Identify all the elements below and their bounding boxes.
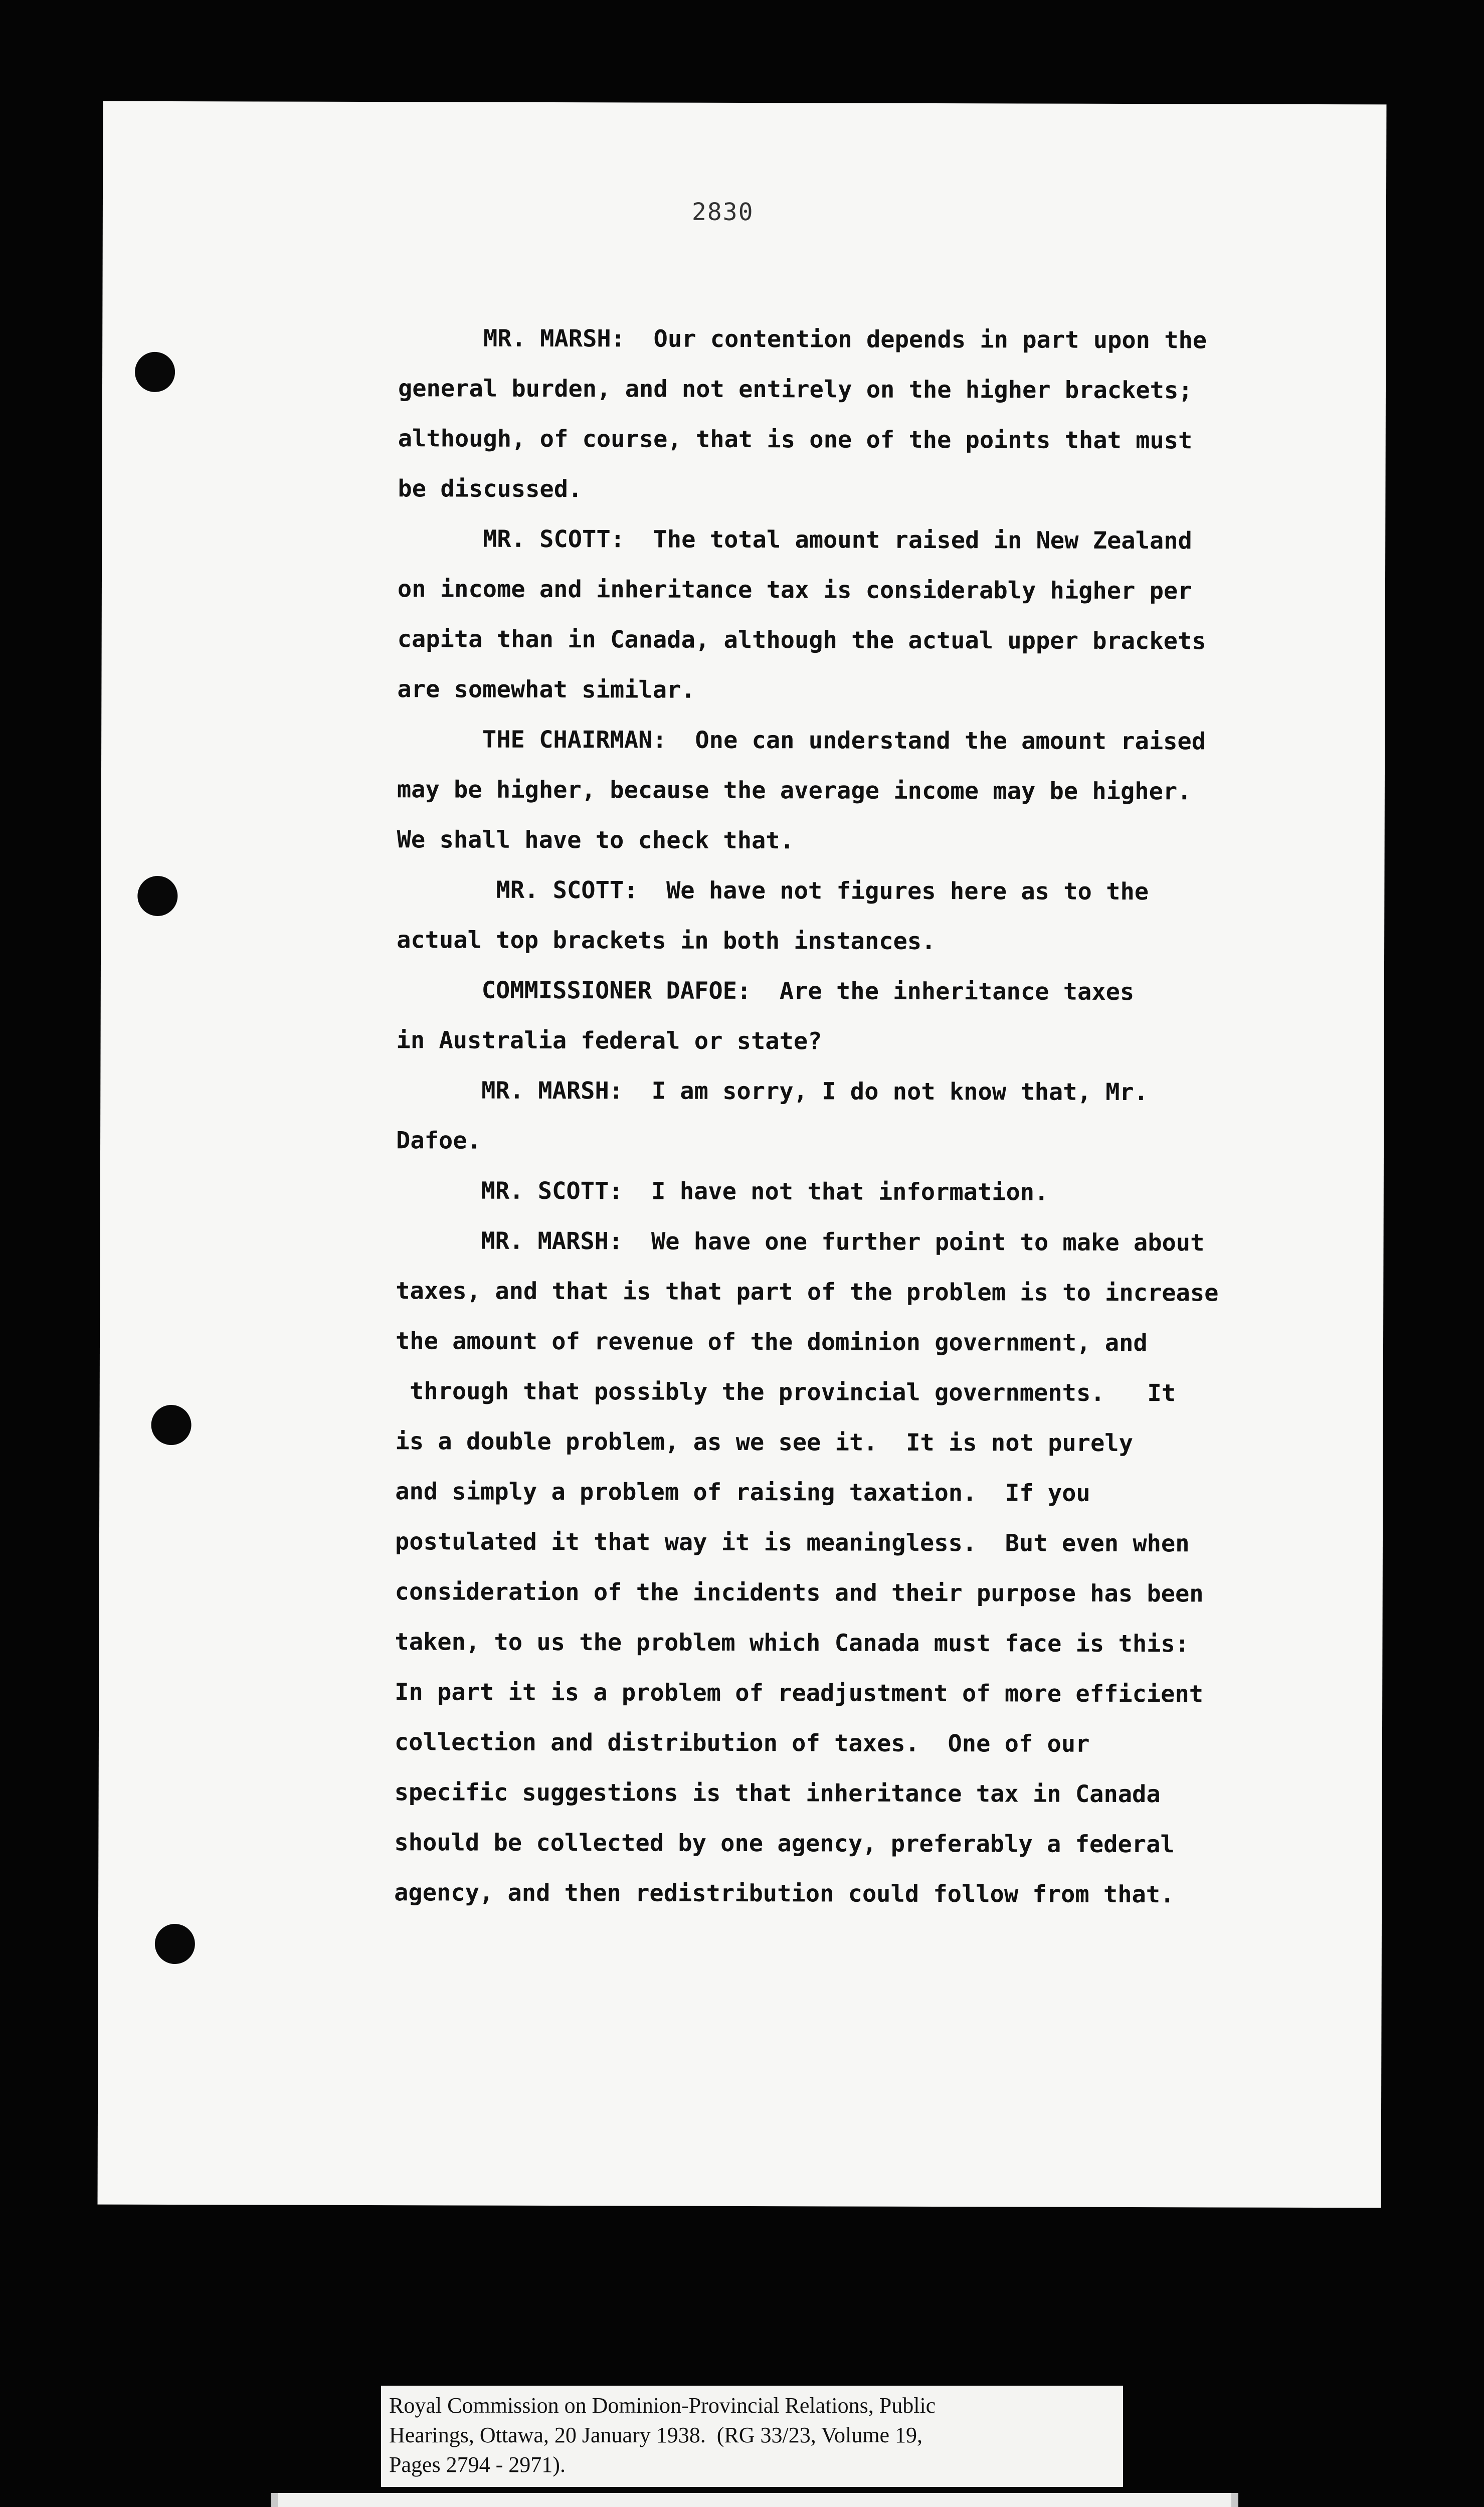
transcript-line: be discussed. [398, 475, 583, 503]
transcript-line: MR. MARSH: I am sorry, I do not know that, Mr. [396, 1077, 1149, 1107]
transcript-line: COMMISSIONER DAFOE: Are the inheritance taxes [396, 976, 1135, 1006]
transcript-body [394, 313, 1391, 1920]
transcript-line: on income and inheritance tax is considerably higher per [397, 575, 1192, 605]
caption-line: Royal Commission on Dominion-Provincial Relations, Public [389, 2393, 936, 2418]
caption-line: Hearings, Ottawa, 20 January 1938. (RG 33/23, Volume 19, [389, 2423, 923, 2447]
page-number: 2830 [691, 198, 754, 227]
transcript-line: postulated it that way it is meaningless. But even when [395, 1528, 1190, 1558]
punch-hole [151, 1405, 191, 1445]
transcript-line: capita than in Canada, although the actual upper brackets [397, 625, 1206, 655]
transcript-line: MR. MARSH: Our contention depends in part upon the [398, 324, 1207, 354]
transcript-line: collection and distribution of taxes. One of our [394, 1728, 1090, 1758]
transcript-line: actual top brackets in both instances. [397, 926, 936, 956]
transcript-line: consideration of the incidents and their purpose has been [395, 1578, 1204, 1608]
transcript-line: MR. MARSH: We have one further point to make about [396, 1227, 1205, 1257]
transcript-line: We shall have to check that. [397, 826, 795, 855]
transcript-line: MR. SCOTT: We have not figures here as to the [397, 876, 1149, 906]
punch-hole [155, 1924, 195, 1964]
transcript-line: THE CHAIRMAN: One can understand the amount raised [397, 726, 1206, 756]
transcript-line: general burden, and not entirely on the higher brackets; [398, 375, 1193, 405]
transcript-line: taxes, and that is that part of the problem is to increase [396, 1277, 1219, 1307]
transcript-line: agency, and then redistribution could follow from that. [394, 1879, 1175, 1909]
transcript-line: the amount of revenue of the dominion government, and [395, 1327, 1148, 1357]
transcript-line: taken, to us the problem which Canada must face is this: [395, 1628, 1190, 1658]
transcript-line: in Australia federal or state? [396, 1026, 822, 1055]
transcript-line: although, of course, that is one of the points that must [398, 425, 1193, 455]
transcript-line: Dafoe. [396, 1127, 481, 1155]
transcript-line: may be higher, because the average income may be higher. [397, 776, 1192, 806]
transcript-line: MR. SCOTT: The total amount raised in New Zealand [398, 525, 1192, 555]
punch-hole [137, 876, 177, 916]
archives-stamp [271, 2493, 1238, 2507]
caption-line: Pages 2794 - 2971). [389, 2452, 566, 2477]
archive-caption [381, 2386, 1123, 2487]
transcript-line: and simply a problem of raising taxation. If you [395, 1478, 1090, 1507]
transcript-line: are somewhat similar. [397, 675, 695, 704]
transcript-line: MR. SCOTT: I have not that information. [396, 1177, 1049, 1206]
punch-hole [135, 352, 175, 392]
transcript-line: specific suggestions is that inheritance tax in Canada [394, 1778, 1161, 1809]
document-page [98, 101, 1387, 2208]
transcript-line: through that possibly the provincial governments. It [395, 1377, 1176, 1407]
transcript-line: should be collected by one agency, preferably a federal [394, 1829, 1175, 1859]
transcript-line: is a double problem, as we see it. It is not purely [395, 1427, 1133, 1458]
transcript-line: In part it is a problem of readjustment of more efficient [395, 1678, 1204, 1708]
